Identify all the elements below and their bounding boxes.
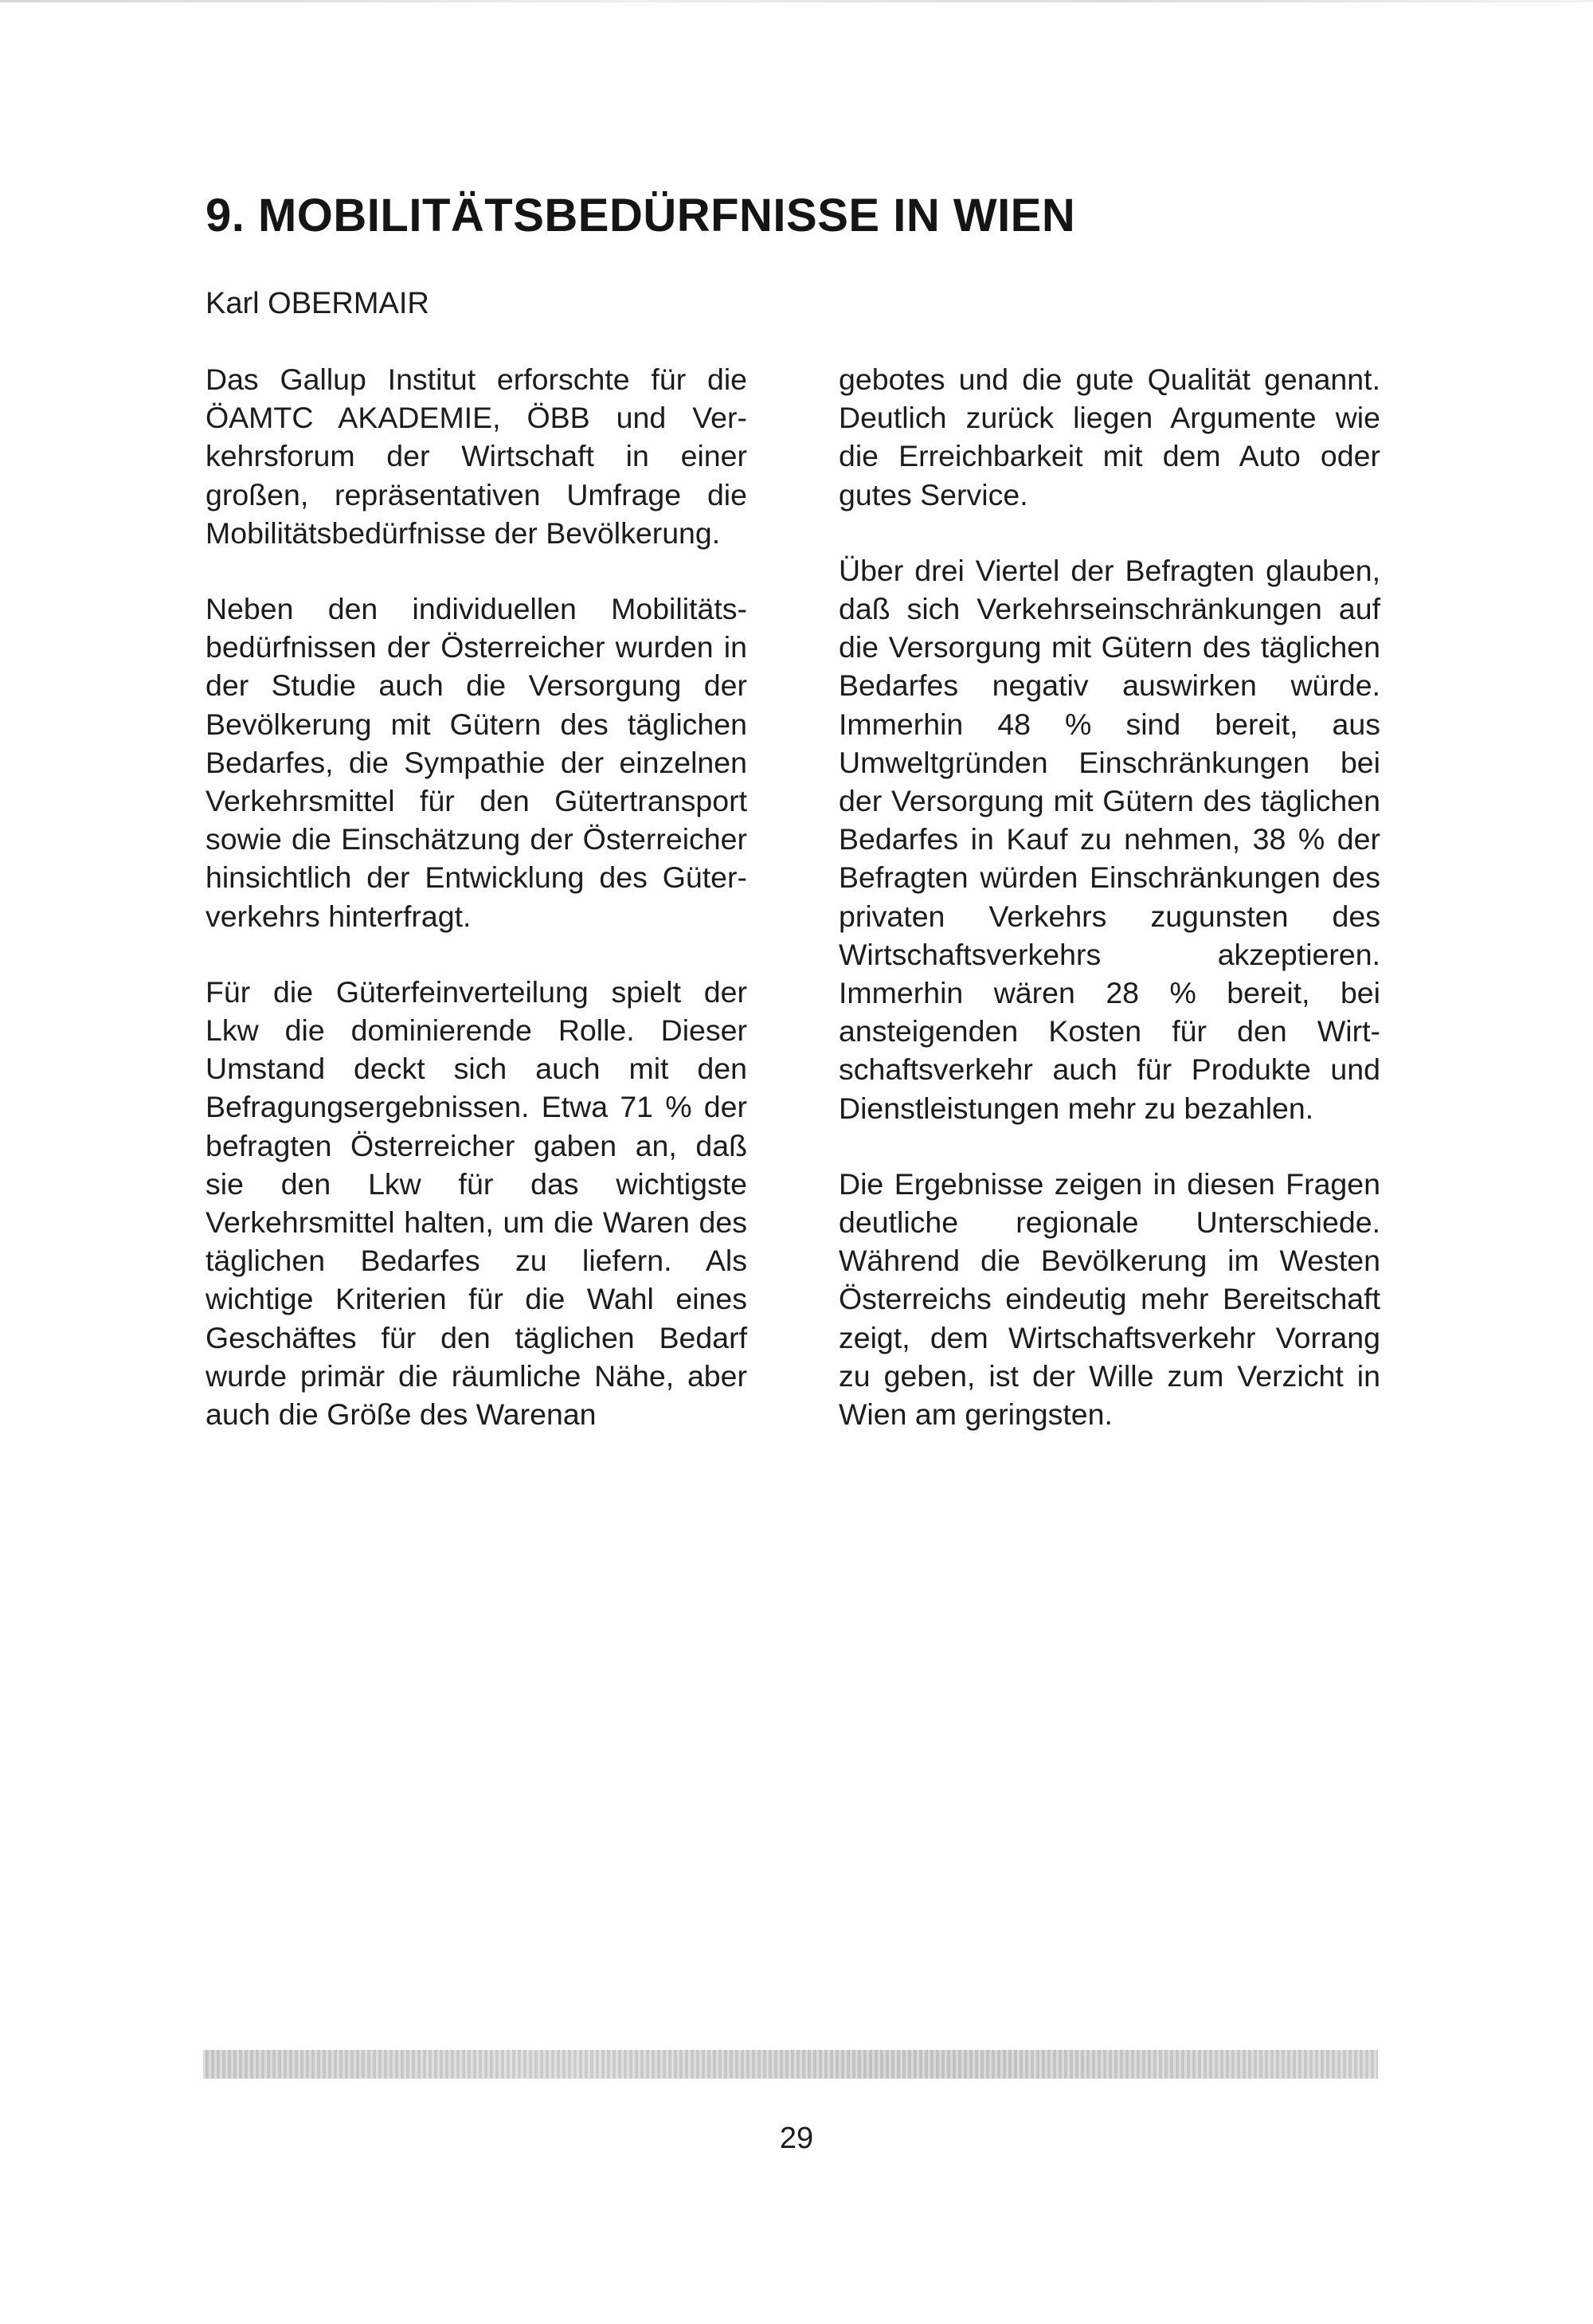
author-name: Karl OBERMAIR [205,287,429,320]
paragraph: Das Gallup Institut erforschte für die ÖAMTC AKADEMIE, ÖBB und Verkehrsforum der Wirtschaft in einer großen, repräsentativen Umfrage die Mobilitätsbedürfnisse der Bevölkerung. [205,363,747,550]
paragraph: gebotes und die gute Qualität genannt. Deutlich zurück liegen Argumente wie die Erreichbarkeit mit dem Auto oder gutes Service. [839,363,1380,511]
right-column [839,360,1380,1471]
scan-edge [0,0,1593,2]
left-column [205,360,747,1471]
chapter-title: 9. MOBILITÄTSBEDÜRFNISSE IN WIEN [205,190,1076,241]
paragraph: Für die Güterfeinverteilung spielt der Lkw die dominierende Rolle. Dieser Umstand deckt sich auch mit den Befragungsergebnissen. Etwa 71 % der befragten Österreicher gaben an, daß sie den Lkw für das wichtigste Verkehrsmittel halten, um die Waren des täglichen Bedarfes zu liefern. Als wichtige Kriterien für die Wahl eines Geschäftes für den täglichen Bedarf wurde primär die räumliche Nähe, aber auch die Größe des Warenan [205,974,747,1432]
paragraph: Über drei Viertel der Befragten glauben, daß sich Verkehrseinschränkungen auf die Versorgung mit Gütern des täglichen Bedarfes negativ auswirken würde. Immerhin 48 % sind bereit, aus Umweltgründen Einschränkungen bei der Versorgung mit Gütern des täglichen Bedarfes in Kauf zu nehmen, 38 % der Befragten würden Einschränkungen des privaten Verkehrs zugunsten des Wirtschaftsverkehrs akzeptieren. Immerhin wären 28 % bereit, bei ansteigenden Kosten für den Wirtschaftsverkehr auch für Produkte und Dienstleistungen mehr zu bezahlen. [839,553,1380,1125]
paragraph: Neben den individuellen Mobilitätsbedürfnissen der Österreicher wurden in der Studie auch die Versorgung der Bevölkerung mit Gütern des täglichen Bedarfes, die Sympathie der einzelnen Verkehrsmittel für den Gütertransport sowie die Einschätzung der Österreicher hinsichtlich der Entwicklung des Güterverkehrs hinterfragt. [205,592,747,933]
footer-decorative-bar [203,2050,1378,2079]
page-number: 29 [779,2122,814,2155]
paragraph: Die Ergebnisse zeigen in diesen Fragen deutliche regionale Unterschiede. Während die Bevölkerung im Westen Österreichs eindeutig mehr Bereitschaft zeigt, dem Wirtschaftsverkehr Vorrang zu geben, ist der Wille zum Verzicht in Wien am geringsten. [839,1166,1380,1432]
